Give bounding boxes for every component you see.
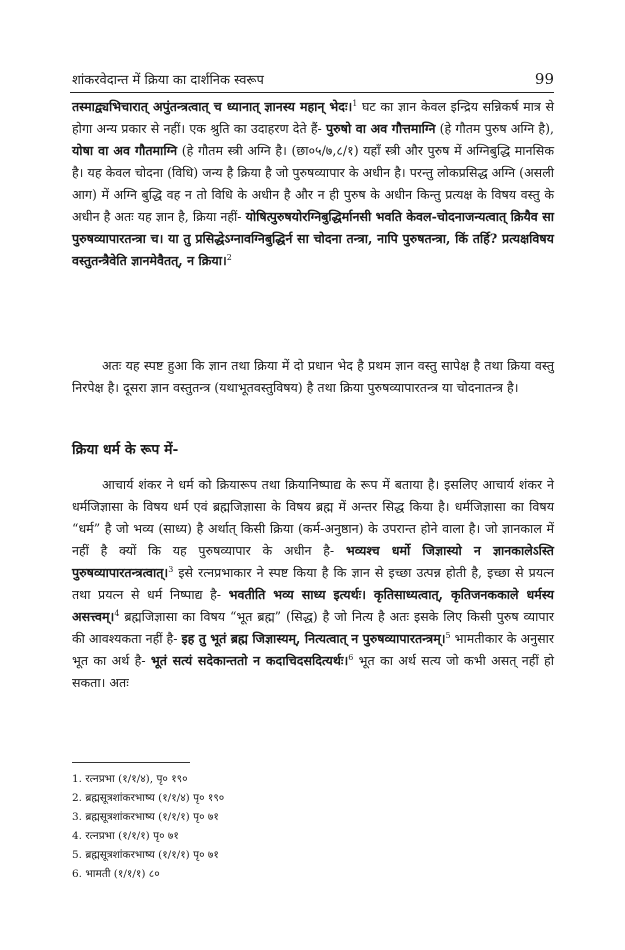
paragraph-text: (हे गौतम पुरुष अग्नि है), — [435, 121, 554, 136]
sanskrit-quote: पुरुषो वा अव गौत्तमाग्नि — [325, 121, 436, 136]
footnote-marker: 3 — [168, 564, 174, 574]
header-rule — [70, 92, 554, 93]
footnote-marker: 2 — [226, 252, 232, 262]
paragraph-text: अतः यह स्पष्ट हुआ कि ज्ञान तथा क्रिया में दो प्रधान भेद है प्रथम ज्ञान वस्तु सापेक्ष है तथा क्रिया वस्तु निरपेक्ष है। दूसरा ज्ञान वस्तुतन्त्र (यथाभूतवस्तुविषय) है तथा क्रिया पुरुषव्यापारतन्त्र या चोदनातन्त्र है। — [72, 358, 554, 395]
sanskrit-quote: भव्यश्च धर्मो जिज्ञास्यो न ज्ञानकालेऽस्ति पुरुषव्यापारतन्त्रत्वात्। — [72, 543, 554, 580]
footnote-5: 5. ब्रह्मसूत्रशांकरभाष्य (१/१/१) पृ० ७१ — [72, 849, 219, 861]
paragraph-text: घट का ज्ञान केवल इन्द्रिय सन्निकर्ष मात्र से होगा अन्य प्रकार से नहीं। एक श्रुति का उदाहरण देते हैं- — [72, 99, 554, 136]
sanskrit-quote: भवतीति भव्य साध्य इत्यर्थः। कृतिसाध्यत्वात्, कृतिजनककाले धर्मस्य असत्त्वम्। — [72, 587, 554, 624]
footnote-1: 1. रत्नप्रभा (१/१/४), पृ० १९० — [72, 773, 188, 785]
paragraph-text: भामतीकार के अनुसार भूत का अर्थ है- — [72, 631, 554, 668]
section-heading: क्रिया धर्म के रूप में- — [72, 442, 179, 458]
footnote-4: 4. रत्नप्रभा (१/१/१) पृ० ७१ — [72, 830, 179, 842]
footnote-marker: 6 — [348, 652, 354, 662]
paragraph-text: ब्रह्मजिज्ञासा का विषय “भूत ब्रह्म” (सिद्ध) है जो नित्य है अतः इसके लिए किसी पुरुष व्यापार की आवश्यकता नहीं है- — [72, 609, 554, 646]
footnote-6: 6. भामती (१/१/१) ८० — [72, 868, 160, 880]
footnote-marker: 1 — [352, 98, 358, 108]
footnote-3: 3. ब्रह्मसूत्रशांकरभाष्य (१/१/१) पृ० ७१ — [72, 811, 219, 823]
footnote-2: 2. ब्रह्मसूत्रशांकरभाष्य (१/१/४) पृ० १९० — [72, 792, 225, 804]
paragraph-text: भूत का अर्थ सत्य जो कभी असत् नहीं हो सकता। अतः — [72, 653, 555, 690]
sanskrit-quote: योषित्पुरुषयोरग्निबुद्धिर्मानसी भवति केवल-चोदनाजन्यत्वात् क्रियैव सा पुरुषव्यापारतन्त्रा च। या तु प्रसिद्धेऽग्नावग्निबुद्धिर्न सा चोदना तन्त्रा, नापि पुरुषतन्त्रा, किं तर्हि? प्रत्यक्षविषय वस्तुतन्त्रैवेति ज्ञानमेवैतत्, न क्रिया। — [72, 209, 554, 268]
footnote-marker: 4 — [114, 608, 120, 618]
sanskrit-quote: तस्माद्व्यभिचारात् अपुंतन्त्रत्वात् च ध्यानात् ज्ञानस्य महान् भेदः। — [72, 99, 353, 114]
footnote-list — [72, 770, 472, 884]
paragraph-3 — [72, 474, 554, 694]
running-title: शांकरवेदान्त में क्रिया का दार्शनिक स्वरूप — [72, 73, 264, 88]
paragraph-2 — [72, 355, 554, 399]
sanskrit-quote: योषा वा अव गौतमाग्नि — [72, 143, 178, 158]
footnote-marker: 5 — [445, 630, 451, 640]
running-header — [72, 70, 554, 88]
paragraph-1 — [72, 96, 554, 272]
sanskrit-quote: भूतं सत्यं सदेकान्ततो न कदाचिदसदित्यर्थः। — [150, 653, 349, 668]
paragraph-text: आचार्य शंकर ने धर्म को क्रियारूप तथा क्रियानिष्पाद्य के रूप में बताया है। इसलिए आचार्य शंकर ने धर्मजिज्ञासा के विषय धर्म एवं ब्रह्मजिज्ञासा के विषय ब्रह्म में अन्तर सिद्ध किया है। धर्मजिज्ञासा का विषय “धर्म” है जो भव्य (साध्य) है अर्थात् किसी क्रिया (कर्म-अनुष्ठान) के उपरान्त होने वाला है। जो ज्ञानकाल में नहीं है क्यों कि यह पुरुषव्यापार के अधीन है- — [72, 477, 554, 558]
paragraph-text: इसे रत्नप्रभाकार ने स्पष्ट किया है कि ज्ञान से इच्छा उत्पन्न होती है, इच्छा से प्रयत्न तथा प्रयत्न से धर्म निष्पाद्य है- — [72, 565, 554, 602]
page-number: 99 — [534, 70, 554, 88]
footnote-rule — [72, 762, 190, 763]
paragraph-text: (हे गौतम स्त्री अग्नि है। (छा०५/७,८/१) यहाँ स्त्री और पुरुष में अग्निबुद्धि मानसिक है। यह केवल चोदना (विधि) जन्य है क्रिया है जो पुरुषव्यापार के अधीन है। परन्तु लोकप्रसिद्ध अग्नि (असली आग) में अग्नि बुद्धि वह न तो विधि के अधीन है और न ही पुरुष के अधीन किन्तु प्रत्यक्ष के विषय वस्तु के अधीन है अतः यह ज्ञान है, क्रिया नहीं- — [72, 143, 554, 224]
sanskrit-quote: इह तु भूतं ब्रह्म जिज्ञास्यम्, नित्यत्वात् न पुरुषव्यापारतन्त्रम्। — [181, 631, 446, 646]
